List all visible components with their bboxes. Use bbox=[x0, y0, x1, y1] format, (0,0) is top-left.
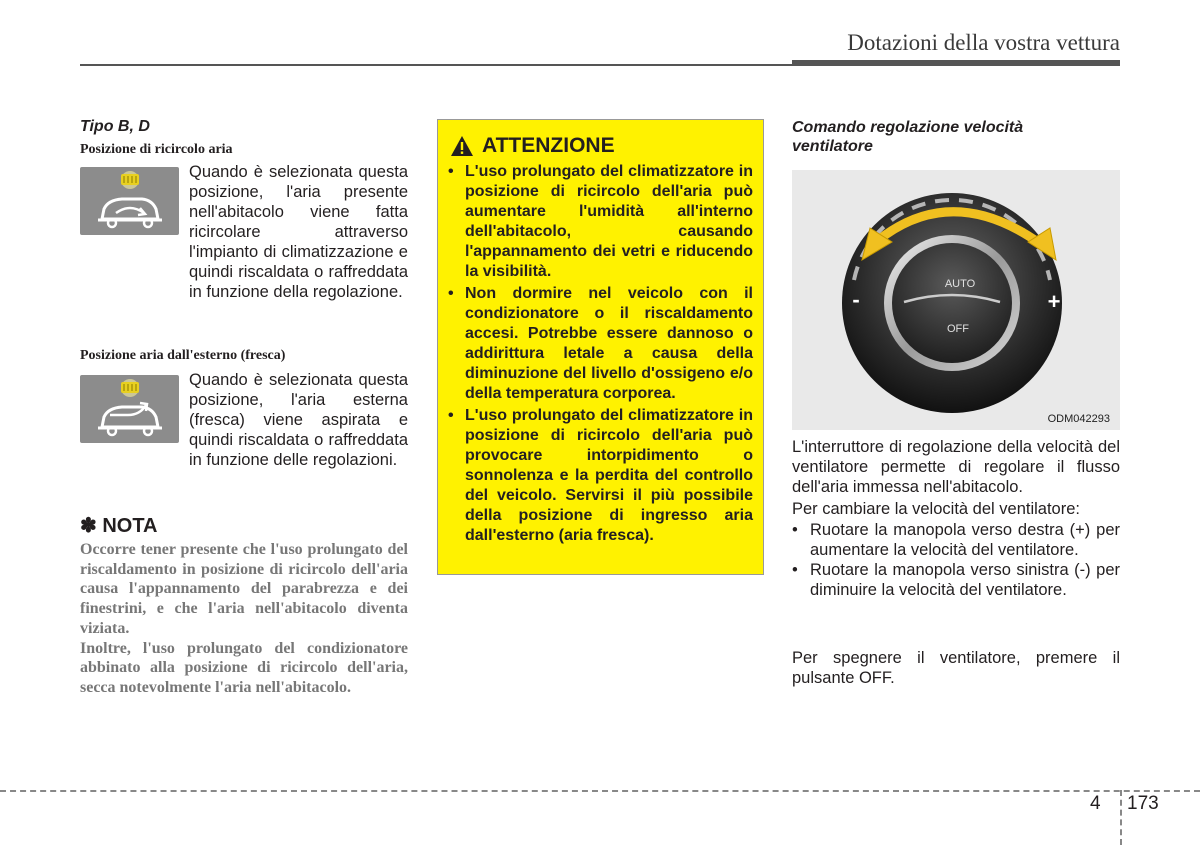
fresh-description: Quando è selezionata questa posizione, l'aria esterna (fresca) viene aspirata e quindi riscaldata o raffreddata in funzione delle regolazioni. bbox=[189, 371, 408, 469]
dial-knob bbox=[892, 243, 1012, 363]
fresh-air-icon bbox=[80, 375, 179, 443]
fan-paragraph-2: Per cambiare la velocità del ventilatore: bbox=[792, 500, 1080, 518]
footer-divider bbox=[1120, 790, 1122, 845]
note-paragraph-2: Inoltre, l'uso prolungato del condizionatore abbinato alla posizione di ricircolo dell'aria, secca notevolmente l'aria nell'abitacolo. bbox=[80, 639, 408, 696]
list-item: • Ruotare la manopola verso sinistra (-) per diminuire la velocità del ventilatore. bbox=[792, 561, 1120, 599]
warning-item: • Non dormire nel veicolo con il condizionatore o il riscaldamento accesi. Potrebbe essere dannoso o addirittura letale a causa della diminuzione del livello d'ossigeno e/o della temperatura corporea. bbox=[448, 285, 753, 402]
auto-button-label: AUTO bbox=[944, 278, 976, 290]
note-title: NOTA bbox=[102, 515, 158, 537]
fan-paragraph-3: Per spegnere il ventilatore, premere il pulsante OFF. bbox=[792, 649, 1120, 687]
note-heading bbox=[80, 513, 158, 538]
warning-title: ATTENZIONE bbox=[482, 134, 615, 157]
warning-box bbox=[437, 119, 764, 575]
fan-bullet-list bbox=[792, 520, 1120, 600]
page-number: 173 bbox=[1127, 793, 1159, 814]
minus-label: - bbox=[852, 287, 860, 312]
fresh-title: Posizione aria dall'esterno (fresca) bbox=[80, 348, 286, 363]
warning-triangle-icon bbox=[450, 135, 474, 157]
fan-section-title: Comando regolazione velocità ventilatore bbox=[792, 119, 1024, 155]
note-body bbox=[80, 540, 408, 698]
off-button-label: OFF bbox=[947, 323, 969, 335]
warning-header bbox=[450, 134, 615, 158]
fan-paragraph-1: L'interruttore di regolazione della velocità del ventilatore permette di regolare il flusso dell'aria immessa nell'abitacolo. bbox=[792, 438, 1120, 496]
header-rule-accent bbox=[792, 60, 1120, 66]
footer-rule bbox=[0, 790, 1200, 792]
recirc-title: Posizione di ricircolo aria bbox=[80, 142, 233, 157]
header-rule bbox=[80, 64, 792, 66]
chapter-number: 4 bbox=[1090, 793, 1101, 814]
note-symbol: ✽ bbox=[80, 515, 97, 537]
list-item: • Ruotare la manopola verso destra (+) per aumentare la velocità del ventilatore. bbox=[792, 521, 1120, 559]
recirc-description: Quando è selezionata questa posizione, l'aria presente nell'abitacolo viene fatta ricircolare attraverso l'impianto di climatizzazione e quindi riscaldata o raffreddata in funzione della regolazione. bbox=[189, 163, 408, 301]
note-paragraph-1: Occorre tener presente che l'uso prolungato del riscaldamento in posizione di ricircolo dell'aria causa l'appannamento del parabrezza e dei finestrini, e che l'aria nell'abitacolo diventa viziata. bbox=[80, 541, 408, 637]
warning-item: • L'uso prolungato del climatizzatore in posizione di ricircolo dell'aria può provocare intorpidimento o sonnolenza e la perdita del controllo del veicolo. Servirsi il più possibile della posizione di ingresso aria dall'esterno (aria fresca). bbox=[448, 407, 753, 544]
warning-list bbox=[448, 162, 753, 548]
figure-code: ODM042293 bbox=[1047, 413, 1110, 425]
plus-label: + bbox=[1047, 289, 1061, 314]
type-label: Tipo B, D bbox=[80, 118, 150, 135]
warning-item: • L'uso prolungato del climatizzatore in posizione di ricircolo dell'aria può aumentare l'umidità all'interno dell'abitacolo, causando l'appannamento dei vetri e riducendo la visibilità. bbox=[448, 163, 753, 280]
fan-control-figure bbox=[792, 170, 1120, 430]
header-title: Dotazioni della vostra vettura bbox=[847, 30, 1120, 55]
recirculation-icon bbox=[80, 167, 179, 235]
